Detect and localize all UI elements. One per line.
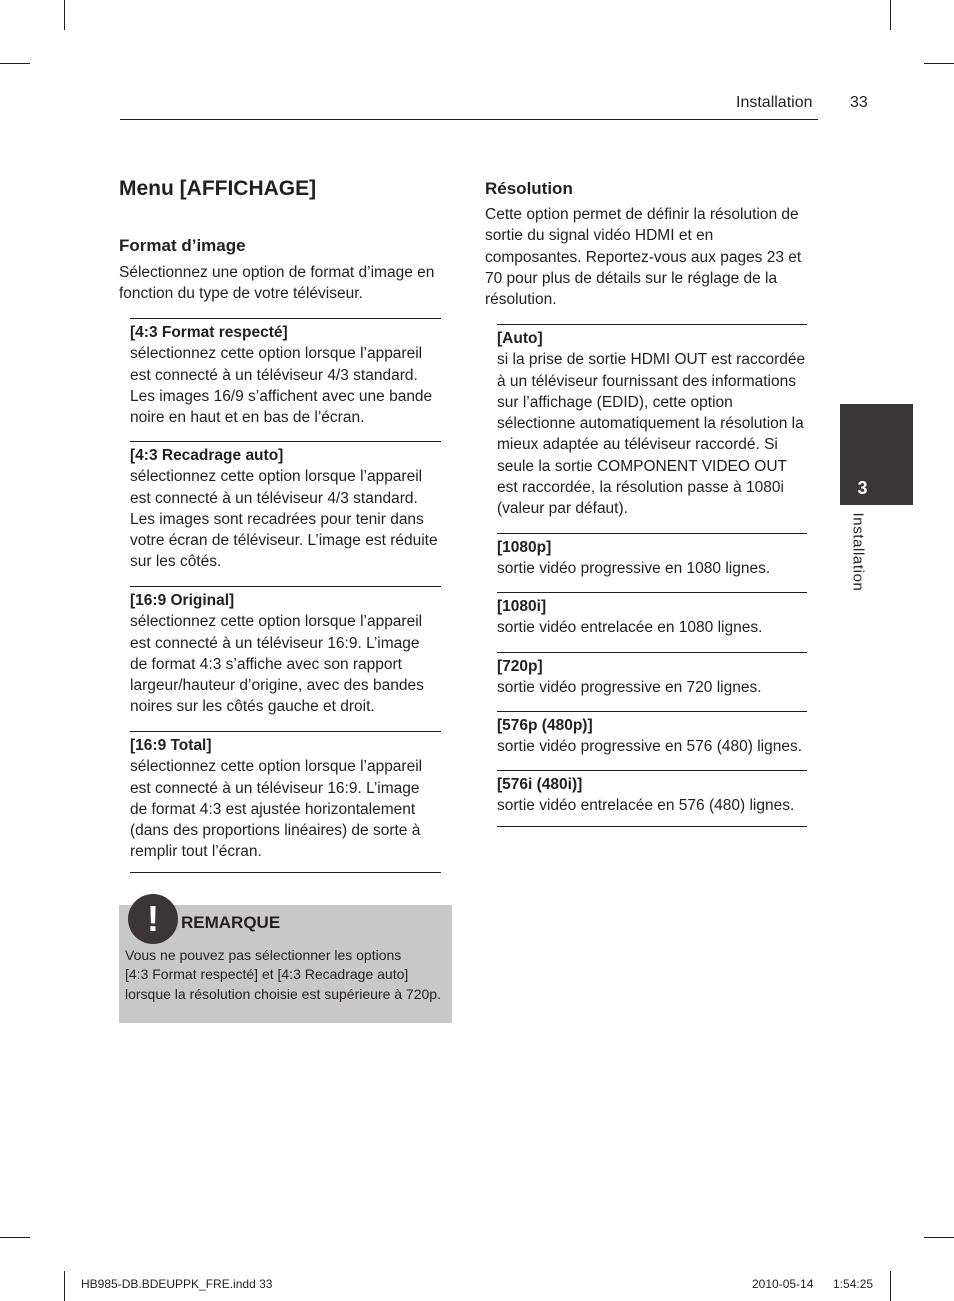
running-header-section: Installation bbox=[736, 94, 813, 111]
option-block bbox=[130, 441, 441, 573]
option-title: [1080p] bbox=[497, 539, 552, 556]
note-text bbox=[125, 946, 450, 1004]
option-description: si la prise de sortie HDMI OUT est raccordée à un téléviseur fournissant des informations sur l’affichage (EDID), cette option sélectionne automatiquement la résolution la mieux adaptée au téléviseur raccordé. Si seule la sortie COMPONENT VIDEO OUT est raccordée, la résolution passe à 1080i (valeur par défaut). bbox=[497, 351, 806, 518]
option-description: sortie vidéo entrelacée en 1080 lignes. bbox=[497, 619, 763, 637]
crop-mark bbox=[0, 1237, 30, 1238]
section-intro-resolution: Cette option permet de définir la résolution de sortie du signal vidéo HDMI et en composantes. Reportez-vous aux pages 23 et 70 pour plus de détails sur le réglage de la résolution. bbox=[485, 206, 802, 309]
option-block bbox=[497, 324, 807, 520]
crop-mark bbox=[924, 63, 954, 64]
crop-mark bbox=[890, 1271, 891, 1301]
option-description: sélectionnez cette option lorsque l’appareil est connecté à un téléviseur 4/3 standard. Les images sont recadrées pour tenir dans votre écran de téléviseur. L’image est réduite sur les côtés. bbox=[130, 468, 438, 571]
crop-mark bbox=[0, 63, 30, 64]
option-description: sélectionnez cette option lorsque l’appareil est connecté à un téléviseur 16:9. L’image de format 4:3 est ajustée horizontalement (dans des proportions linéaires) de sorte à remplir tout l’écran. bbox=[130, 758, 423, 861]
option-block bbox=[497, 652, 807, 699]
option-title: [576p (480p)] bbox=[497, 717, 593, 734]
footer-time: 1:54:25 bbox=[833, 1277, 874, 1291]
option-title: [720p] bbox=[497, 658, 543, 675]
page-title: Menu [AFFICHAGE] bbox=[119, 177, 317, 200]
option-block bbox=[497, 711, 807, 758]
option-description: sélectionnez cette option lorsque l’appareil est connecté à un téléviseur 4/3 standard. Les images 16/9 s’affichent avec une bande noire en haut et en bas de l’écran. bbox=[130, 345, 433, 427]
option-description: sortie vidéo progressive en 576 (480) lignes. bbox=[497, 738, 803, 756]
exclamation-icon: ! bbox=[128, 894, 178, 944]
option-title: [4:3 Recadrage auto] bbox=[130, 447, 284, 464]
option-block bbox=[497, 533, 807, 580]
chapter-number: 3 bbox=[857, 478, 868, 498]
option-block bbox=[130, 731, 441, 863]
option-block bbox=[497, 770, 807, 817]
note-line: Vous ne pouvez pas sélectionner les options bbox=[125, 947, 402, 963]
options-bottom-rule bbox=[130, 872, 441, 873]
note-line: [4:3 Format respecté] et [4:3 Recadrage auto] bbox=[125, 966, 409, 983]
section-title-resolution: Résolution bbox=[485, 179, 573, 198]
crop-mark bbox=[890, 0, 891, 30]
option-title: [16:9 Total] bbox=[130, 737, 212, 754]
page-number: 33 bbox=[850, 94, 868, 111]
option-title: [1080i] bbox=[497, 598, 547, 615]
header-rule bbox=[120, 119, 818, 120]
footer-file: HB985-DB.BDEUPPK_FRE.indd 33 bbox=[81, 1277, 273, 1291]
crop-mark bbox=[64, 0, 65, 30]
option-title: [576i (480i)] bbox=[497, 776, 583, 793]
footer-date: 2010-05-14 bbox=[752, 1277, 814, 1291]
option-title: [Auto] bbox=[497, 330, 543, 347]
crop-mark bbox=[924, 1237, 954, 1238]
section-title-format: Format d’image bbox=[119, 236, 246, 255]
option-description: sortie vidéo progressive en 720 lignes. bbox=[497, 679, 762, 697]
option-description: sortie vidéo entrelacée en 576 (480) lignes. bbox=[497, 797, 795, 815]
chapter-label: Installation bbox=[849, 512, 867, 592]
option-block bbox=[130, 586, 441, 718]
option-block bbox=[497, 592, 807, 639]
option-title: [16:9 Original] bbox=[130, 592, 235, 609]
option-block bbox=[130, 318, 441, 428]
note-title: REMARQUE bbox=[181, 913, 281, 932]
note-line: lorsque la résolution choisie est supérieure à 720p. bbox=[125, 985, 441, 1002]
section-intro-format: Sélectionnez une option de format d’image en fonction du type de votre téléviseur. bbox=[119, 264, 435, 303]
option-description: sélectionnez cette option lorsque l’appareil est connecté à un téléviseur 16:9. L’image de format 4:3 s’affiche avec son rapport largeur/hauteur d’origine, avec des bandes noires sur les côtés gauche et droit. bbox=[130, 613, 424, 716]
option-title: [4:3 Format respecté] bbox=[130, 324, 288, 341]
options-bottom-rule bbox=[497, 826, 807, 827]
crop-mark bbox=[64, 1271, 65, 1301]
option-description: sortie vidéo progressive en 1080 lignes. bbox=[497, 560, 771, 578]
